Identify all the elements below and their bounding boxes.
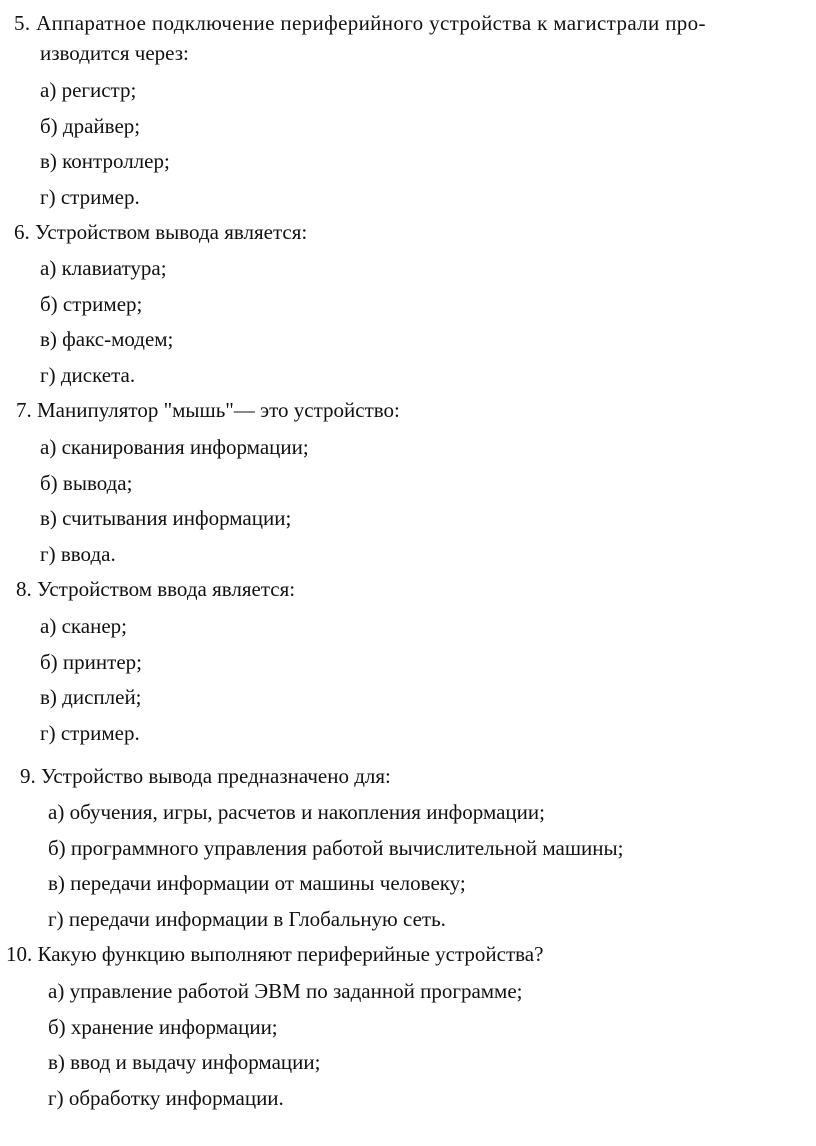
question-5-option-a: а) регистр; bbox=[40, 78, 137, 102]
question-8-option-a: а) сканер; bbox=[40, 614, 127, 638]
question-7-option-b: б) вывода; bbox=[40, 471, 133, 495]
question-8-text: Устройством ввода является: bbox=[37, 577, 296, 601]
question-6-option-a: а) клавиатура; bbox=[40, 256, 167, 280]
question-5-heading bbox=[14, 10, 706, 36]
question-10-heading bbox=[6, 941, 543, 967]
question-7-option-a: а) сканирования информации; bbox=[40, 435, 309, 459]
question-9-text: Устройство вывода предназначено для: bbox=[41, 764, 391, 788]
question-10-text: Какую функцию выполняют периферийные устройства? bbox=[37, 942, 544, 966]
question-8-option-b: б) принтер; bbox=[40, 650, 142, 674]
question-7-text: Манипулятор "мышь"— это устройство: bbox=[37, 398, 400, 422]
question-10-option-d: г) обработку информации. bbox=[48, 1086, 284, 1110]
question-7-option-d: г) ввода. bbox=[40, 542, 116, 566]
question-5-text: Аппаратное подключение периферийного устройства к магистрали про- bbox=[36, 11, 706, 35]
question-6-option-b: б) стример; bbox=[40, 292, 143, 316]
question-5-text-continued: изводится через: bbox=[40, 41, 189, 65]
question-5-option-b: б) драйвер; bbox=[40, 114, 141, 138]
question-6-option-d: г) дискета. bbox=[40, 363, 136, 387]
question-6-text: Устройством вывода является: bbox=[35, 220, 308, 244]
question-7-option-c: в) считывания информации; bbox=[40, 506, 292, 530]
question-9-number: 9. bbox=[20, 764, 36, 788]
question-9-option-d: г) передачи информации в Глобальную сеть. bbox=[48, 907, 446, 931]
question-10-option-b: б) хранение информации; bbox=[48, 1015, 278, 1039]
question-9-option-b: б) программного управления работой вычислительной машины; bbox=[48, 836, 624, 860]
question-9-option-c: в) передачи информации от машины человеку; bbox=[48, 871, 466, 895]
question-10-option-a: а) управление работой ЭВМ по заданной программе; bbox=[48, 979, 523, 1003]
question-8-option-c: в) дисплей; bbox=[40, 685, 142, 709]
question-7-number: 7. bbox=[16, 398, 32, 422]
question-8-number: 8. bbox=[16, 577, 32, 601]
question-5-number: 5. bbox=[14, 11, 31, 35]
question-8-option-d: г) стример. bbox=[40, 721, 140, 745]
question-6-number: 6. bbox=[14, 220, 30, 244]
question-10-option-c: в) ввод и выдачу информации; bbox=[48, 1050, 321, 1074]
question-9-option-a: а) обучения, игры, расчетов и накопления информации; bbox=[48, 800, 545, 824]
question-7-heading bbox=[16, 397, 400, 423]
question-10-number: 10. bbox=[6, 942, 33, 966]
question-5-option-d: г) стример. bbox=[40, 185, 140, 209]
question-6-heading bbox=[14, 219, 307, 245]
question-8-heading bbox=[16, 576, 295, 602]
question-6-option-c: в) факс-модем; bbox=[40, 327, 174, 351]
question-5-option-c: в) контроллер; bbox=[40, 149, 170, 173]
question-9-heading bbox=[20, 763, 391, 789]
